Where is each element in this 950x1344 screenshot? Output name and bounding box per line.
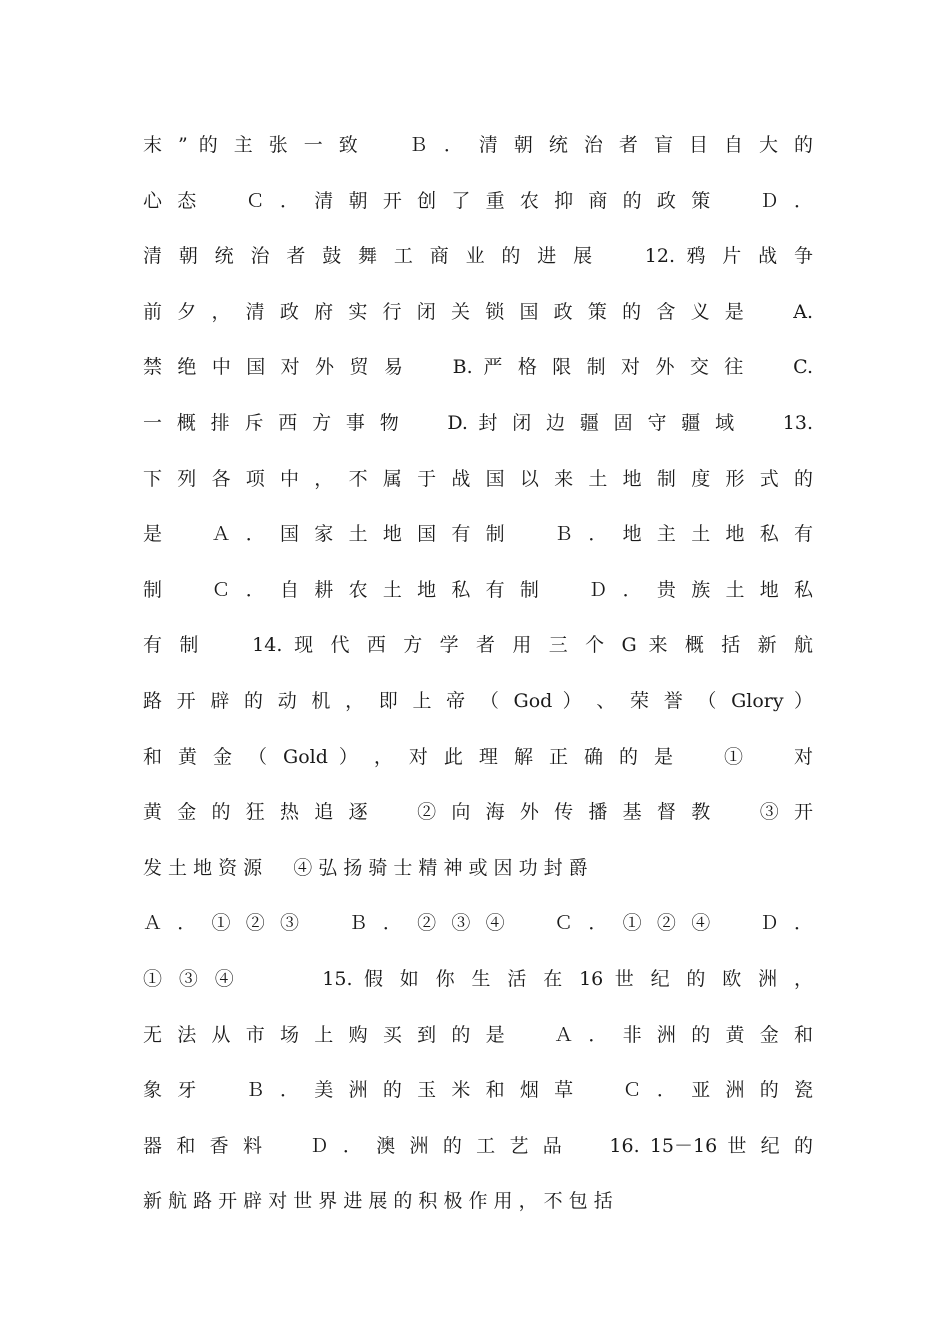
text-line: 发 土 地 资 源 ④ 弘 扬 骑 士 精 神 或 因 功 封 爵: [143, 856, 588, 879]
text-line: 无 法 从 市 场 上 购 买 到 的 是 Ａ ． 非 洲 的 黄 金 和: [143, 1023, 813, 1046]
text-line: 末 ” 的 主 张 一 致 Ｂ ． 清 朝 统 治 者 盲 目 自 大 的: [143, 134, 813, 156]
text-line: 心 态 Ｃ ． 清 朝 开 创 了 重 农 抑 商 的 政 策 Ｄ ．: [143, 189, 813, 212]
text-line: 下 列 各 项 中 ， 不 属 于 战 国 以 来 土 地 制 度 形 式 的: [143, 467, 813, 490]
text-line: 新 航 路 开 辟 对 世 界 进 展 的 积 极 作 用 ， 不 包 括: [143, 1190, 613, 1213]
text-line: 前 夕 ， 清 政 府 实 行 闭 关 锁 国 政 策 的 含 义 是 A.: [143, 300, 813, 323]
text-line: 象 牙 Ｂ ． 美 洲 的 玉 米 和 烟 草 Ｃ ． 亚 洲 的 瓷: [143, 1079, 813, 1102]
text-line: 是 Ａ ． 国 家 土 地 国 有 制 Ｂ ． 地 主 土 地 私 有: [143, 523, 813, 546]
text-line: 黄 金 的 狂 热 追 逐 ② 向 海 外 传 播 基 督 教 ③ 开: [143, 801, 813, 824]
text-line: Ａ ． ① ② ③ Ｂ ． ② ③ ④ Ｃ ． ① ② ④ Ｄ ．: [143, 912, 813, 935]
text-line: 清 朝 统 治 者 鼓 舞 工 商 业 的 进 展 12. 鸦 片 战 争: [143, 245, 813, 268]
text-line: 器 和 香 料 Ｄ ． 澳 洲 的 工 艺 品 16. 15－16 世 纪 的: [143, 1134, 813, 1157]
text-line: 制 Ｃ ． 自 耕 农 土 地 私 有 制 Ｄ ． 贵 族 土 地 私: [143, 578, 813, 601]
text-line: ① ③ ④ 15. 假 如 你 生 活 在 16 世 纪 的 欧 洲 ，: [143, 967, 813, 990]
text-line: 和 黄 金 （ Gold ） ， 对 此 理 解 正 确 的 是 ① 对: [143, 745, 813, 768]
text-line: 一 概 排 斥 西 方 事 物 D. 封 闭 边 疆 固 守 疆 域 13.: [143, 411, 813, 434]
text-line: 禁 绝 中 国 对 外 贸 易 B. 严 格 限 制 对 外 交 往 C.: [143, 356, 813, 379]
text-line: 路 开 辟 的 动 机 ， 即 上 帝 （ God ） 、 荣 誉 （ Glory ）: [143, 689, 813, 712]
document-body: [143, 118, 813, 1230]
text-line: 有 制 14. 现 代 西 方 学 者 用 三 个 G 来 概 括 新 航: [143, 634, 813, 657]
